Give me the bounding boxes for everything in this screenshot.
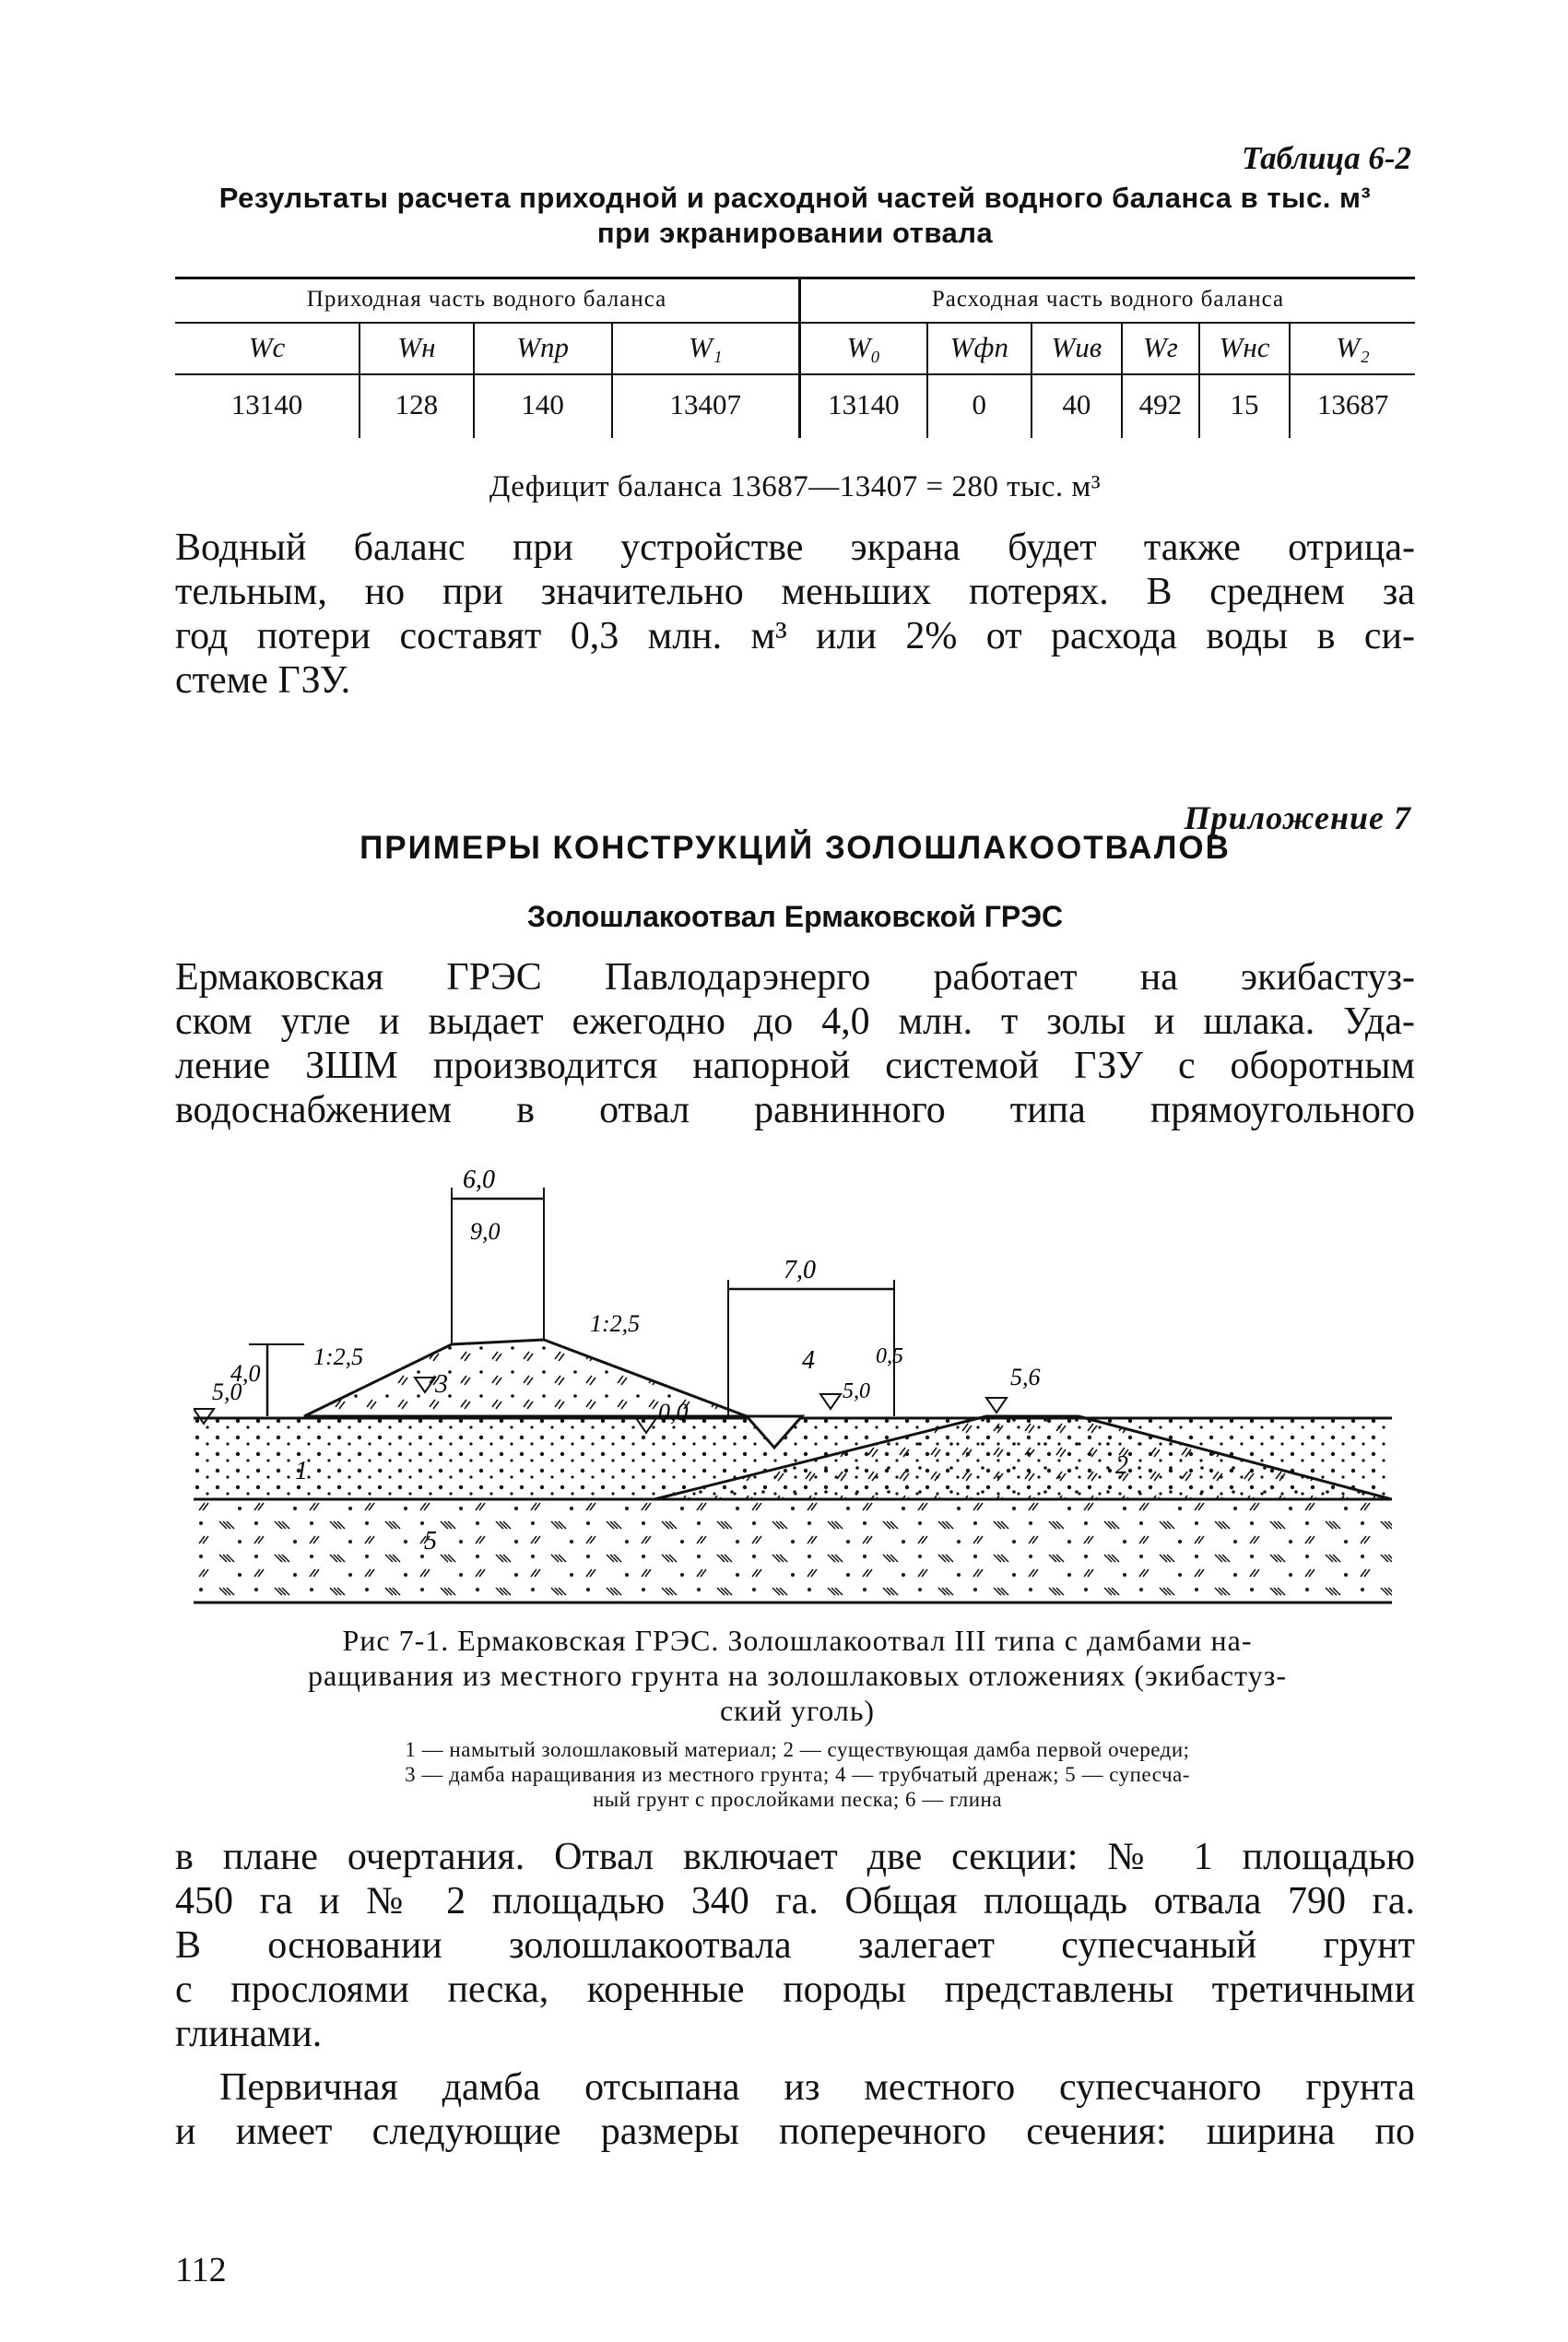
column-header: Wив	[1032, 323, 1122, 374]
table-cell: 15	[1199, 374, 1290, 438]
column-header: Wпр	[474, 323, 612, 374]
caption-line: ский уголь)	[719, 1694, 876, 1727]
text-line: Ермаковская ГРЭС Павлодарэнерго работает на экибастуз-	[175, 956, 1415, 999]
dim-label: 9,0	[470, 1218, 501, 1245]
text-line: ском угле и выдает ежегодно до 4,0 млн. т золы и шлака. Уда-	[175, 1000, 1415, 1043]
figure-dam-cross-section	[194, 1151, 1392, 1612]
subsection-title: Золошлакоотвал Ермаковской ГРЭС	[526, 900, 1064, 933]
text-line: стеме ГЗУ.	[175, 659, 351, 702]
text-line: тельным, но при значительно меньших потерях. В среднем за	[175, 571, 1415, 613]
dim-label: 0,5	[876, 1344, 903, 1368]
text-line: В основании золошлакоотвала залегает супесчаный грунт	[175, 1924, 1415, 1967]
column-header: Wнс	[1199, 323, 1290, 374]
water-balance-table	[175, 277, 1415, 438]
text-line: год потери составят 0,3 млн. м³ или 2% от расхода воды в си-	[175, 615, 1415, 657]
balance-deficit: Дефицит баланса 13687—13407 = 280 тыс. м³	[489, 470, 1102, 503]
table-caption-line: Результаты расчета приходной и расходной частей водного баланса в тыс. м³	[218, 182, 1372, 214]
text-line: 450 га и № 2 площадью 340 га. Общая площадь отвала 790 га.	[175, 1880, 1415, 1922]
column-header: W₁	[612, 323, 800, 374]
zone-number	[454, 1608, 466, 1612]
table-caption-line: при экранировании отвала	[596, 217, 994, 249]
outcome-group-header: Расходная часть водного баланса	[800, 278, 1415, 324]
column-header: W₀	[800, 323, 927, 374]
dim-label: 0,0	[658, 1399, 689, 1425]
legend-line: 1 — намытый золошлаковый материал; 2 — существующая дамба первой очереди;	[405, 1738, 1190, 1761]
table-cell: 0	[927, 374, 1032, 438]
table-row	[175, 374, 1415, 438]
dim-label: 5,0	[212, 1378, 242, 1405]
zone-number: 2	[1115, 1451, 1128, 1480]
dim-label: 4,0	[230, 1360, 261, 1387]
table-cell: 13407	[612, 374, 800, 438]
caption-line: ращивания из местного грунта на золошлаковых отложениях (экибастуз-	[308, 1659, 1287, 1692]
dim-label: 5,6	[1010, 1364, 1041, 1390]
caption-line: Рис 7-1. Ермаковская ГРЭС. Золошлакоотвал III типа с дамбами на-	[342, 1624, 1253, 1657]
zone-number: 4	[802, 1346, 815, 1375]
column-header: W₂	[1290, 323, 1415, 374]
text-line: водоснабжением в отвал равнинного типа прямоугольного	[175, 1089, 1415, 1131]
text-line: с прослоями песка, коренные породы представлены третичными	[175, 1969, 1415, 2011]
text-line: и имеет следующие размеры поперечного сечения: ширина по	[175, 2111, 1415, 2153]
slope-label: 1:2,5	[590, 1310, 641, 1337]
layer-sandy-loam	[194, 1499, 1392, 1601]
table-cell: 492	[1122, 374, 1199, 438]
table-cell: 13687	[1290, 374, 1415, 438]
table-label: Таблица 6-2	[1241, 140, 1411, 176]
table-cell: 13140	[800, 374, 927, 438]
appendix-label: Приложение 7	[1184, 799, 1411, 836]
paragraph-dump-sections	[175, 1835, 1415, 2056]
legend-line: 3 — дамба наращивания из местного грунта; 4 — трубчатый дренаж; 5 — супесча-	[405, 1763, 1190, 1786]
cross-section-drawing	[194, 1151, 1392, 1612]
income-group-header: Приходная часть водного баланса	[175, 278, 800, 324]
dim-label: 7,0	[784, 1256, 816, 1284]
table-cell: 128	[360, 374, 474, 438]
paragraph-ermakovskaya-intro	[175, 955, 1415, 1132]
text-line: Водный баланс при устройстве экрана будет также отрица-	[175, 526, 1415, 569]
legend-line: ный грунт с прослойками песка; 6 — глина	[592, 1788, 1003, 1811]
table-caption	[175, 181, 1415, 251]
text-line: глинами.	[175, 2013, 323, 2055]
text-line: Первичная дамба отсыпана из местного супесчаного грунта	[219, 2066, 1415, 2109]
slope-label: 1:2,5	[313, 1343, 364, 1370]
figure-legend	[203, 1737, 1392, 1812]
column-header: Wг	[1122, 323, 1199, 374]
figure-caption	[203, 1623, 1392, 1728]
zone-number: 3	[435, 1370, 448, 1399]
column-header: Wн	[360, 323, 474, 374]
table-cell: 140	[474, 374, 612, 438]
table-cell: 40	[1032, 374, 1122, 438]
page-number: 112	[175, 2251, 227, 2289]
zone-number: 5	[424, 1527, 437, 1555]
section-title: ПРИМЕРЫ КОНСТРУКЦИЙ ЗОЛОШЛАКООТВАЛОВ	[360, 830, 1231, 866]
text-line: в плане очертания. Отвал включает две секции: № 1 площадью	[175, 1836, 1415, 1878]
column-header: Wс	[175, 323, 360, 374]
dim-label: 5,0	[843, 1379, 870, 1403]
paragraph-primary-dam	[175, 2065, 1415, 2154]
dim-label: 6,0	[463, 1165, 495, 1194]
column-header: Wфп	[927, 323, 1032, 374]
text-line: ление ЗШМ производится напорной системой ГЗУ с оборотным	[175, 1045, 1415, 1087]
paragraph-water-balance	[175, 526, 1415, 703]
zone-number: 1	[295, 1457, 308, 1485]
table-cell: 13140	[230, 388, 303, 420]
